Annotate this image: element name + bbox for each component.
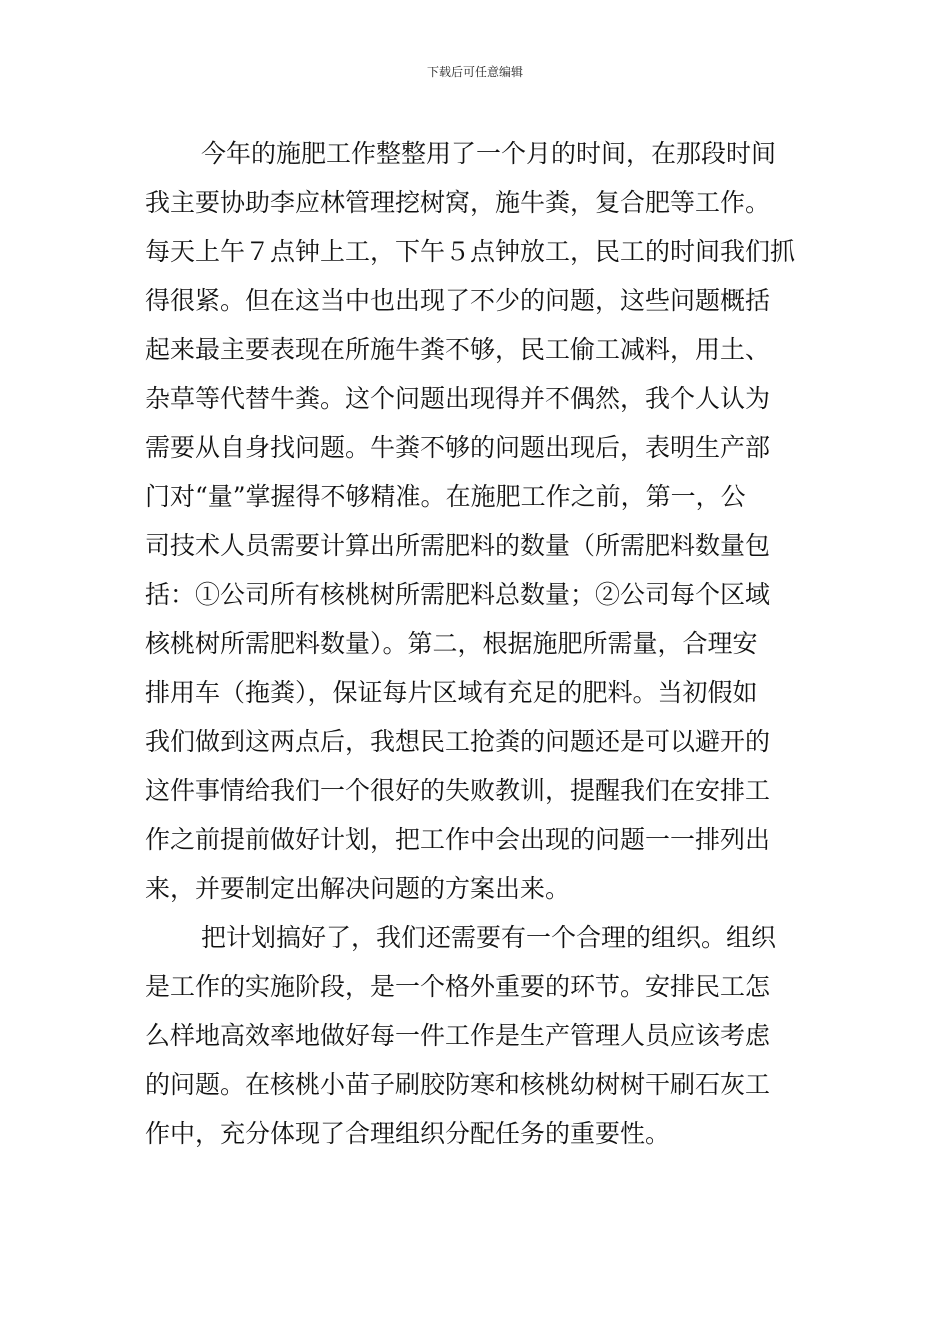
text-line: 么样地高效率地做好每一件工作是生产管理人员应该考虑 [145,1021,771,1050]
text-line: 需要从自身找问题。牛粪不够的问题出现后，表明生产部 [145,433,771,462]
text-line: 得很紧。但在这当中也出现了不少的问题，这些问题概括 [145,286,771,315]
text-line: 起来最主要表现在所施牛粪不够，民工偷工减料，用土、 [145,335,771,364]
text-line: 我们做到这两点后，我想民工抢粪的问题还是可以避开的 [145,727,771,756]
text-line: 作中，充分体现了合理组织分配任务的重要性。 [145,1119,671,1148]
text-line: 今年的施肥工作整整用了一个月的时间，在那段时间 [201,139,777,168]
paragraph-2 [145,913,809,1158]
document-body [145,129,809,1158]
text-line: 门对“量”掌握得不够精准。在施肥工作之前，第一，公 [145,482,746,511]
paragraph-1 [145,129,809,913]
text-line: 司技术人员需要计算出所需肥料的数量（所需肥料数量包 [145,531,771,560]
text-line: 作之前提前做好计划，把工作中会出现的问题一一排列出 [145,825,771,854]
text-line: 排用车（拖粪），保证每片区域有充足的肥料。当初假如 [145,678,758,707]
text-line: 把计划搞好了，我们还需要有一个合理的组织。组织 [201,923,777,952]
text-line: 括：①公司所有核桃树所需肥料总数量；②公司每个区域 [145,580,771,609]
text-line: 的问题。在核桃小苗子刷胶防寒和核桃幼树树干刷石灰工 [145,1070,771,1099]
text-line: 每天上午７点钟上工，下午５点钟放工，民工的时间我们抓 [145,237,796,266]
text-line: 来，并要制定出解决问题的方案出来。 [145,874,571,903]
text-line: 这件事情给我们一个很好的失败教训，提醒我们在安排工 [145,776,771,805]
page-header: 下载后可任意编辑 [426,65,523,79]
text-line: 杂草等代替牛粪。这个问题出现得并不偶然，我个人认为 [145,384,771,413]
text-line: 核桃树所需肥料数量）。第二，根据施肥所需量，合理安 [145,629,758,658]
text-line: 是工作的实施阶段，是一个格外重要的环节。安排民工怎 [145,972,771,1001]
text-line: 我主要协助李应林管理挖树窝，施牛粪，复合肥等工作。 [145,188,771,217]
